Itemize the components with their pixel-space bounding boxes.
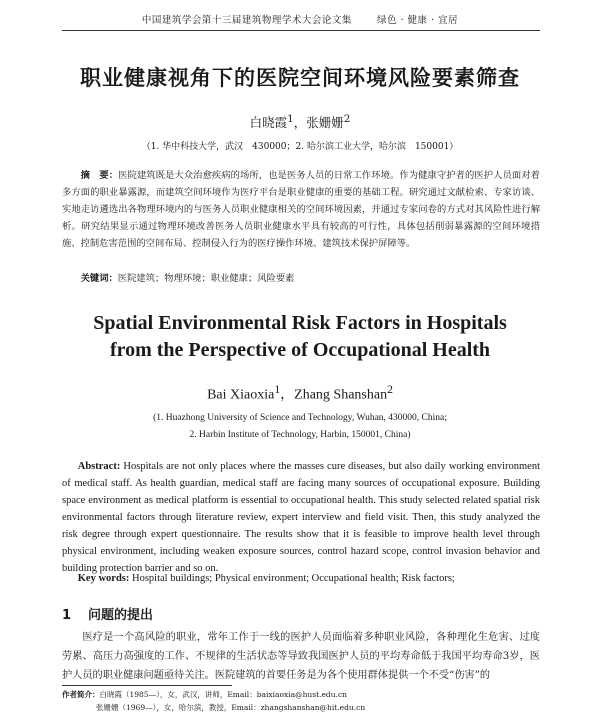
english-author-2-sup: 2	[387, 383, 393, 396]
english-authors	[0, 383, 600, 404]
english-author-2: Zhang Shanshan	[294, 387, 388, 403]
chinese-title: 职业健康视角下的医院空间环境风险要素筛查	[80, 66, 520, 90]
header-rule	[62, 30, 540, 31]
english-author-1-sup: 1	[274, 383, 281, 396]
english-author-separator: ，	[280, 387, 295, 403]
chinese-abstract-label: 摘 要：	[80, 170, 119, 181]
section-body: 医疗是一个高风险的职业，常年工作于一线的医护人员面临着多种职业风险，各种理化生危害、过度劳累、高压力高强度的工作、不规律的生活状态等导致我国医护人员的平均寿命低于我国平均寿命3岁，医护人员的职业健康问题亟待关注。医院建筑的首要任务是为各个使用群体提供一个不受“伤害”的	[62, 632, 540, 681]
chinese-keywords	[62, 270, 540, 287]
chinese-author-1-sup: 1	[287, 113, 294, 125]
footnote-label: 作者简介：	[62, 690, 100, 699]
running-head	[0, 12, 600, 26]
author-footnote	[62, 688, 540, 714]
english-affiliation-2: 2. Harbin Institute of Technology, Harbin, 150001, China)	[189, 430, 411, 440]
chinese-author-separator: ，	[293, 115, 307, 131]
section-title: 问题的提出	[88, 608, 154, 623]
chinese-abstract-text: 医院建筑既是大众治愈疾病的场所，也是医务人员的日常工作环境。作为健康守护者的医护人员面对着多方面的职业暴露源，而建筑空间环境作为医疗平台是职业健康的重要的基础工程。研究通过文献检索、专家访谈、实地走访遴选出各物理环境内的与医务人员职业健康相关的空间环境因素，并通过专家问卷的方式对其风险性进行解析。研究结果显示通过物理环境改善医务人员职业健康水平具有较高的可行性，具体包括削弱暴露源的空间环境措施、控制危害范围的空间布局、控制侵入行为的医疗操作环境、建筑技术保护屏障等。	[62, 170, 540, 249]
english-abstract	[62, 458, 540, 577]
english-title	[0, 310, 600, 364]
english-affiliation	[0, 410, 600, 444]
chinese-authors	[0, 113, 600, 131]
footnote-rule	[62, 685, 232, 686]
english-title-line-2: from the Perspective of Occupational Health	[109, 339, 491, 361]
section-number: 1	[62, 608, 72, 623]
english-affiliation-1: (1. Huazhong University of Science and Technology, Wuhan, 430000, China;	[153, 413, 447, 423]
chinese-author-2-sup: 2	[343, 113, 351, 125]
footnote-line-2: 张姗姗（1969—），女，哈尔滨，教授，Email：zhangshanshan@hit.edu.cn	[96, 703, 366, 712]
english-author-1: Bai Xiaoxia	[207, 387, 275, 403]
chinese-keywords-label: 关键词：	[80, 273, 118, 284]
footnote-line-1: 白晓霞（1985—），女，武汉，讲师，Email：baixiaoxia@hust.edu.cn	[99, 690, 347, 699]
chinese-affiliation: （1. 华中科技大学，武汉 430000；2. 哈尔滨工业大学，哈尔滨 150001）	[141, 142, 459, 152]
section-heading	[62, 604, 153, 623]
chinese-author-1: 白晓霞	[249, 115, 288, 131]
chinese-keywords-text: 医院建筑；物理环境；职业健康；风险要素	[117, 273, 295, 284]
english-keywords-label: Key words:	[77, 573, 130, 584]
chinese-abstract	[62, 167, 540, 252]
english-abstract-label: Abstract:	[77, 461, 121, 472]
chinese-author-2: 张姗姗	[306, 115, 344, 131]
running-head-conference: 中国建筑学会第十三届建筑物理学术大会论文集	[141, 15, 352, 26]
english-keywords	[62, 570, 540, 587]
running-head-theme: 绿色 · 健康 · 宜居	[376, 15, 459, 26]
english-title-line-1: Spatial Environmental Risk Factors in Hospitals	[93, 312, 507, 334]
english-abstract-text: Hospitals are not only places where the masses cure diseases, but also daily working environment of medical staff. As health guardian, medical staff are facing many sources of occupational exposure. Building space environment as medical platform is essential to occupational health. This study selected related spatial risk environmental factors through literature review, expert interview and field visit. Then, this study analyzed the risk degree through expert questionnaire. The results show that it is feasible to improve health level through physical environment, including weaken exposure sources, control hazard scope, control invasion behavior and building protection barrier and so on.	[62, 461, 540, 574]
english-keywords-text: Hospital buildings; Physical environment; Occupational health; Risk factors;	[132, 573, 455, 584]
